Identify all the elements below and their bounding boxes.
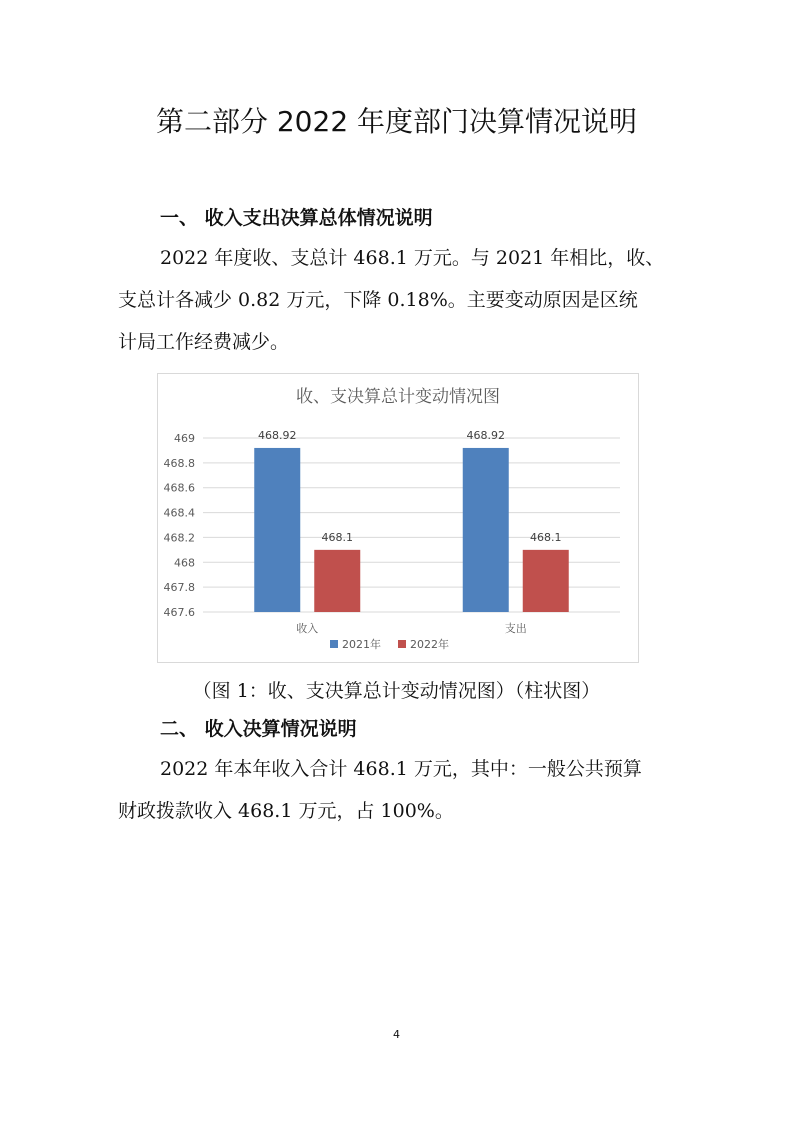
data-label: 468.92 [466,428,505,442]
y-tick-label: 468 [174,556,195,570]
y-tick-label: 468.2 [163,531,195,545]
legend-label: 2022年 [410,638,449,651]
page-title: 第二部分 2022 年度部门决算情况说明 [155,105,638,138]
bar [463,448,509,612]
x-axis-categories [296,621,527,635]
page-number: 4 [393,1028,400,1041]
paragraph-line: 财政拨款收入 468.1 万元，占 100%。 [118,800,454,822]
chart-caption: （图 1：收、支决算总计变动情况图）（柱状图） [192,680,601,702]
paragraph-line: 计局工作经费减少。 [118,331,290,353]
section-2-heading: 二、 收入决算情况说明 [160,718,357,740]
y-tick-label: 467.8 [163,581,195,595]
x-category-label: 收入 [296,622,319,635]
section-1-heading: 一、 收入支出决算总体情况说明 [160,207,433,229]
data-label: 468.1 [530,530,562,544]
chart-title: 收、支决算总计变动情况图 [296,387,500,407]
y-tick-label: 468.4 [163,506,195,520]
bar [314,550,360,612]
y-tick-label: 467.6 [163,606,195,619]
y-tick-label: 468.6 [163,481,195,495]
data-label: 468.92 [258,428,297,442]
paragraph-line: 2022 年度收、支总计 468.1 万元。与 2021 年相比，收、 [160,247,665,269]
x-category-label: 支出 [504,622,527,635]
data-labels [258,429,562,544]
legend-label: 2021年 [342,638,381,651]
bar [254,448,300,612]
y-tick-label: 468.8 [163,456,195,470]
paragraph-line: 支总计各减少 0.82 万元，下降 0.18%。主要变动原因是区统 [118,289,638,311]
legend-swatch [330,640,338,648]
y-tick-label: 469 [174,432,195,445]
paragraph-line: 2022 年本年收入合计 468.1 万元，其中：一般公共预算 [160,758,642,780]
bar [523,550,569,612]
y-axis-ticks [164,432,196,619]
bar-chart [157,373,639,663]
chart-canvas [158,374,638,662]
legend-swatch [398,640,406,648]
data-label: 468.1 [321,530,353,544]
legend [330,637,449,651]
